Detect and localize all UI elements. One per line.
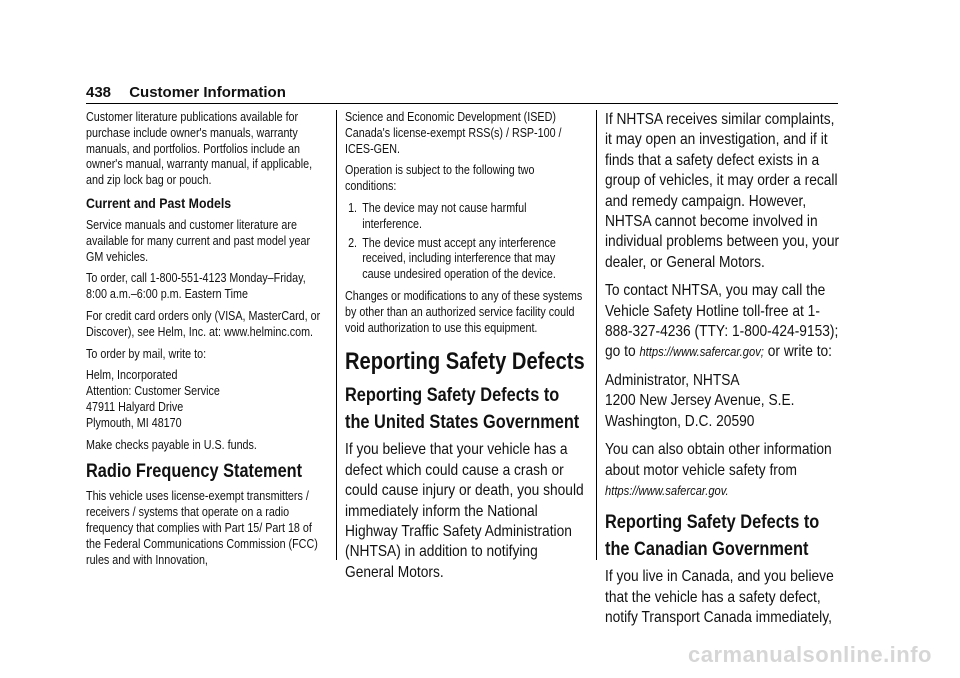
- address-line: Helm, Incorporated: [86, 368, 178, 383]
- heading-canadian-government: Reporting Safety Defects to the Canadian Government: [605, 512, 820, 561]
- list-text: The device must accept any interference received, including interference that may cause undesired operation of the device.: [362, 235, 556, 282]
- conditions-list: [345, 201, 585, 283]
- column-1: [86, 110, 328, 574]
- list-text: The device may not cause harmful interference.: [362, 200, 527, 231]
- column-2: [345, 110, 585, 591]
- defect-paragraph: If you believe that your vehicle has a defect which could cause a crash or could cause injury or death, you should immediately inform the National Highway Traffic Safety Administration (NHTSA) in addition to notifying General Motors.: [345, 441, 584, 581]
- address-line: Administrator, NHTSA: [605, 371, 740, 389]
- list-number: 1.: [348, 200, 358, 215]
- list-item: [345, 201, 584, 233]
- safercar-link-2[interactable]: https://www.safercar.gov.: [605, 482, 729, 498]
- more-info-paragraph: [605, 440, 842, 501]
- address-line: 47911 Halyard Drive: [86, 399, 184, 414]
- page-number: 438: [86, 84, 112, 101]
- credit-card-paragraph: For credit card orders only (VISA, MasterCard, or Discover), see Helm, Inc. at: www.helminc.com.: [86, 308, 321, 339]
- checks-paragraph: Make checks payable in U.S. funds.: [86, 437, 257, 452]
- column-3: [605, 110, 843, 637]
- conditions-paragraph: Operation is subject to the following two conditions:: [345, 163, 535, 194]
- more-info-text: You can also obtain other information about motor vehicle safety from: [605, 441, 832, 479]
- modifications-paragraph: Changes or modifications to any of these systems by other than an authorized service facility could void authorization to use this equipment.: [345, 288, 583, 335]
- heading-us-government: Reporting Safety Defects to the United States Government: [345, 385, 580, 434]
- header-rule: [86, 103, 838, 104]
- list-number: 2.: [348, 235, 358, 250]
- nhtsa-address: [605, 371, 843, 432]
- service-manuals-paragraph: Service manuals and customer literature are available for many current and past model year GM vehicles.: [86, 217, 311, 264]
- address-line: Attention: Customer Service: [86, 384, 220, 399]
- contact-text: To contact NHTSA, you may call the Vehicle Safety Hotline toll-free at 1-888-327-4236 (TTY: 1-800-424-9153); go to: [605, 282, 839, 361]
- list-item: [345, 236, 584, 283]
- column-divider-2: [596, 110, 597, 560]
- helm-address: [86, 368, 328, 431]
- safercar-link[interactable]: https://www.safercar.gov;: [639, 344, 764, 360]
- address-line: 1200 New Jersey Avenue, S.E.: [605, 392, 795, 410]
- watermark: carmanualsonline.info: [688, 642, 932, 667]
- page-header: [86, 84, 286, 101]
- canada-paragraph: If you live in Canada, and you believe that the vehicle has a safety defect, notify Transport Canada immediately,: [605, 568, 834, 627]
- column-divider-1: [336, 110, 337, 560]
- contact-text-end: or write to:: [767, 343, 832, 361]
- contact-nhtsa-paragraph: [605, 281, 842, 363]
- heading-reporting-safety-defects: Reporting Safety Defects: [345, 348, 585, 376]
- ised-paragraph: Science and Economic Development (ISED) Canada's license-exempt RSS(s) / RSP-100 / ICES-GEN.: [345, 110, 562, 156]
- literature-paragraph: Customer literature publications available for purchase include owner's manuals, warranty manuals, and portfolios. Portfolios include an owner's manual, warranty manual, if applicable, and zip lock bag or pouch.: [86, 110, 313, 188]
- order-mail-paragraph: To order by mail, write to:: [86, 346, 207, 361]
- radio-frequency-paragraph: This vehicle uses license-exempt transmitters / receivers / systems that operate on a radio frequency that complies with Part 15/ Part 18 of the Federal Communications Commission (FCC) rules and with Innovation,: [86, 489, 318, 567]
- nhtsa-complaints-paragraph: If NHTSA receives similar complaints, it may open an investigation, and if it finds that a safety defect exists in a group of vehicles, it may order a recall and remedy campaign. However, NHTSA cannot become involved in individual problems between you, your dealer, or General Motors.: [605, 111, 840, 271]
- heading-radio-frequency: Radio Frequency Statement: [86, 461, 303, 483]
- order-phone-paragraph: To order, call 1-800-551-4123 Monday–Friday, 8:00 a.m.–6:00 p.m. Eastern Time: [86, 271, 306, 302]
- address-line: Plymouth, MI 48170: [86, 415, 182, 430]
- heading-current-past-models: Current and Past Models: [86, 194, 232, 211]
- section-title: Customer Information: [129, 84, 286, 101]
- address-line: Washington, D.C. 20590: [605, 412, 755, 430]
